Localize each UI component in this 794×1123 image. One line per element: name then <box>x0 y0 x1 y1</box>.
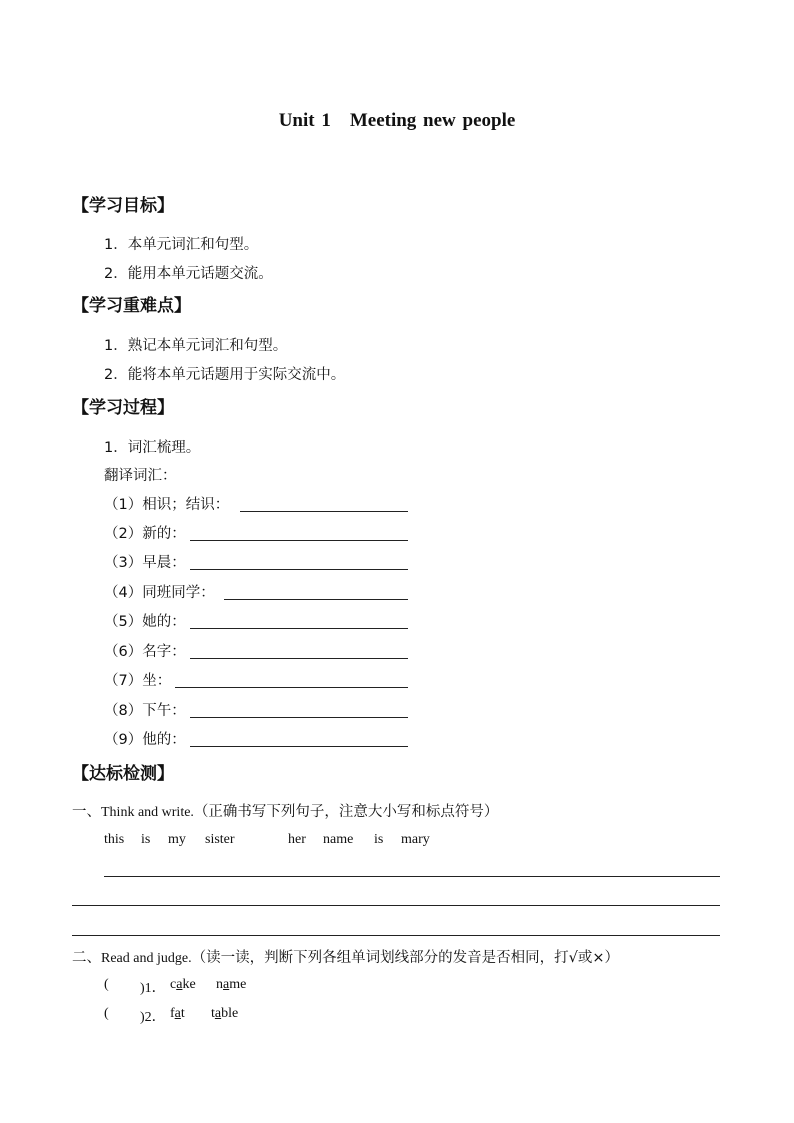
scrambled-word: mary <box>401 832 430 847</box>
question-instruction: （读一读，判断下列各组单词划线部分的发音是否相同，打√或×） <box>191 950 619 966</box>
key-points-heading: 【学习重难点】 <box>72 296 191 316</box>
vocab-item: （2）新的： <box>104 526 186 542</box>
key-point-item: 2．能将本单元话题用于实际交流中。 <box>104 367 346 383</box>
page-title: Unit 1 Meeting new people <box>278 110 516 131</box>
scrambled-word: sister <box>205 832 235 847</box>
vocab-item: （6）名字： <box>104 644 186 660</box>
vocab-item: （9）他的： <box>104 732 186 748</box>
process-instruction: 翻译词汇： <box>104 468 177 484</box>
vocab-item: （3）早晨： <box>104 555 186 571</box>
question-1 <box>72 800 498 821</box>
objective-item: 2．能用本单元话题交流。 <box>104 266 273 282</box>
question-2 <box>72 946 619 967</box>
vocab-item: （7）坐： <box>104 673 172 689</box>
writing-line[interactable] <box>72 935 720 936</box>
process-heading: 【学习过程】 <box>72 398 174 418</box>
objectives-heading: 【学习目标】 <box>72 196 174 216</box>
answer-blank[interactable] <box>190 746 408 747</box>
underlined-letter: a <box>223 977 230 992</box>
scrambled-word: is <box>141 832 151 847</box>
scrambled-word: her <box>288 832 306 847</box>
word-1: fat <box>170 1006 185 1021</box>
answer-blank[interactable] <box>190 628 408 629</box>
answer-blank[interactable] <box>190 540 408 541</box>
vocab-item: （4）同班同学： <box>104 585 215 601</box>
answer-blank[interactable] <box>175 687 408 688</box>
question-instruction: （正确书写下列句子，注意大小写和标点符号） <box>193 804 499 820</box>
scrambled-word: is <box>374 832 384 847</box>
key-point-item: 1．熟记本单元词汇和句型。 <box>104 338 288 354</box>
objective-item: 1．本单元词汇和句型。 <box>104 237 259 253</box>
process-step: 1．词汇梳理。 <box>104 440 201 456</box>
word-1: cake <box>170 977 196 992</box>
item-number: )2． <box>140 1010 166 1025</box>
vocab-item: （5）她的： <box>104 614 186 630</box>
answer-blank[interactable] <box>190 717 408 718</box>
underlined-letter: a <box>214 1006 222 1021</box>
scrambled-word: name <box>323 832 354 847</box>
answer-blank[interactable] <box>190 658 408 659</box>
question-english: Think and write. <box>101 805 194 820</box>
scrambled-word: this <box>104 832 125 847</box>
word-2: table <box>211 1006 239 1021</box>
vocab-item: （1）相识；结识： <box>104 497 230 513</box>
answer-paren-open[interactable]: ( <box>104 1006 109 1021</box>
test-heading: 【达标检测】 <box>72 764 174 784</box>
underlined-letter: a <box>176 977 183 992</box>
question-english: Read and judge. <box>101 951 192 966</box>
answer-paren-open[interactable]: ( <box>104 977 109 992</box>
word-2: name <box>216 977 247 992</box>
answer-blank[interactable] <box>190 569 408 570</box>
answer-blank[interactable] <box>224 599 408 600</box>
vocab-item: （8）下午： <box>104 703 186 719</box>
question-number: 二、 <box>72 950 101 966</box>
writing-line[interactable] <box>72 905 720 906</box>
writing-line[interactable] <box>104 876 720 877</box>
question-number: 一、 <box>72 804 101 820</box>
scrambled-word: my <box>168 832 186 847</box>
item-number: )1． <box>140 981 166 996</box>
answer-blank[interactable] <box>240 511 408 512</box>
underlined-letter: a <box>174 1006 181 1021</box>
